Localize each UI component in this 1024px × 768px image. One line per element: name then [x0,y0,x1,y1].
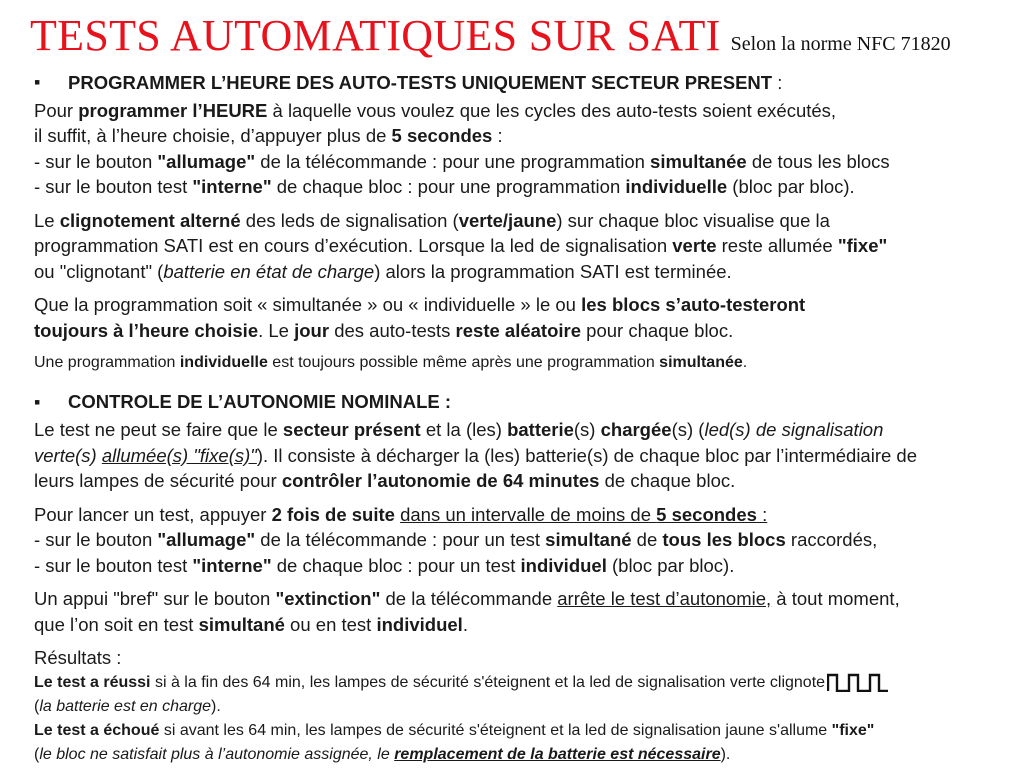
s1-p1-line4: - sur le bouton test "interne" de chaque bloc : pour une programmation individuelle (bloc par bloc). [34,176,855,198]
s1-p2-line1: Le clignotement alterné des leds de signalisation (verte/jaune) sur chaque bloc visualise que la [34,209,830,231]
s1-p2-line3: ou "clignotant" (batterie en état de charge) alors la programmation SATI est terminée. [34,260,732,282]
s2-p1-line3: leurs lampes de sécurité pour contrôler l’autonomie de 64 minutes de chaque bloc. [34,470,736,492]
bullet-icon [34,390,68,418]
s2-p3-line1: Un appui "bref" sur le bouton "extinction" de la télécommande arrête le test d’autonomie, à tout moment, [34,588,900,610]
result-failure-line2: (le bloc ne satisfait plus à l’autonomie assignée, le remplacement de la batterie est nécessaire). [34,745,731,763]
s1-p1-line2: il suffit, à l’heure choisie, d’appuyer plus de 5 secondes : [34,125,503,147]
title-row [30,8,1020,64]
s2-p1-line1: Le test ne peut se faire que le secteur présent et la (les) batterie(s) chargée(s) (led(s) de signalisation [34,419,884,441]
blinking-square-wave-icon [827,672,889,692]
section2-heading: ▪CONTROLE DE L’AUTONOMIE NOMINALE : [34,389,1018,417]
s1-p3-line1: Que la programmation soit « simultanée » ou « individuelle » le ou les blocs s’auto-testeront [34,294,806,316]
s2-p2-line2: - sur le bouton "allumage" de la télécommande : pour un test simultané de tous les blocs raccordés, [34,529,878,551]
page-subtitle: Selon la norme NFC 71820 [730,33,951,55]
s2-p3-line2: que l’on soit en test simultané ou en test individuel. [34,613,468,635]
s2-p2-line3: - sur le bouton test "interne" de chaque bloc : pour un test individuel (bloc par bloc). [34,554,735,576]
s1-p2-line2: programmation SATI est en cours d’exécution. Lorsque la led de signalisation verte reste allumée "fixe" [34,235,888,257]
results-label: Résultats : [34,647,122,669]
s2-p1-line2: verte(s) allumée(s) "fixe(s)"). Il consiste à décharger la (les) batterie(s) de chaque bloc par l’intermédiaire de [34,444,917,466]
section1-heading: ▪PROGRAMMER L’HEURE DES AUTO-TESTS UNIQUEMENT SECTEUR PRESENT : [34,70,1018,98]
result-failure-line1: Le test a échoué si avant les 64 min, les lampes de sécurité s'éteignent et la led de signalisation jaune s'allume "fixe" [34,721,875,739]
result-success-line2: (la batterie est en charge). [34,697,221,715]
s2-p2-line1: Pour lancer un test, appuyer 2 fois de suite dans un intervalle de moins de 5 secondes : [34,503,768,525]
s1-p1-line1: Pour programmer l’HEURE à laquelle vous voulez que les cycles des auto-tests soient exécutés, [34,99,837,121]
document-body [34,70,1018,767]
s1-p4: Une programmation individuelle est toujours possible même après une programmation simultanée. [34,354,748,372]
page-title: TESTS AUTOMATIQUES SUR SATI [30,11,721,60]
result-success-line1: Le test a réussi si à la fin des 64 min, les lampes de sécurité s'éteignent et la led de signalisation verte clignote [34,671,1018,695]
bullet-icon [34,70,68,98]
s1-p3-line2: toujours à l’heure choisie. Le jour des auto-tests reste aléatoire pour chaque bloc. [34,319,734,341]
s1-p1-line3: - sur le bouton "allumage" de la télécommande : pour une programmation simultanée de tous les blocs [34,150,890,172]
